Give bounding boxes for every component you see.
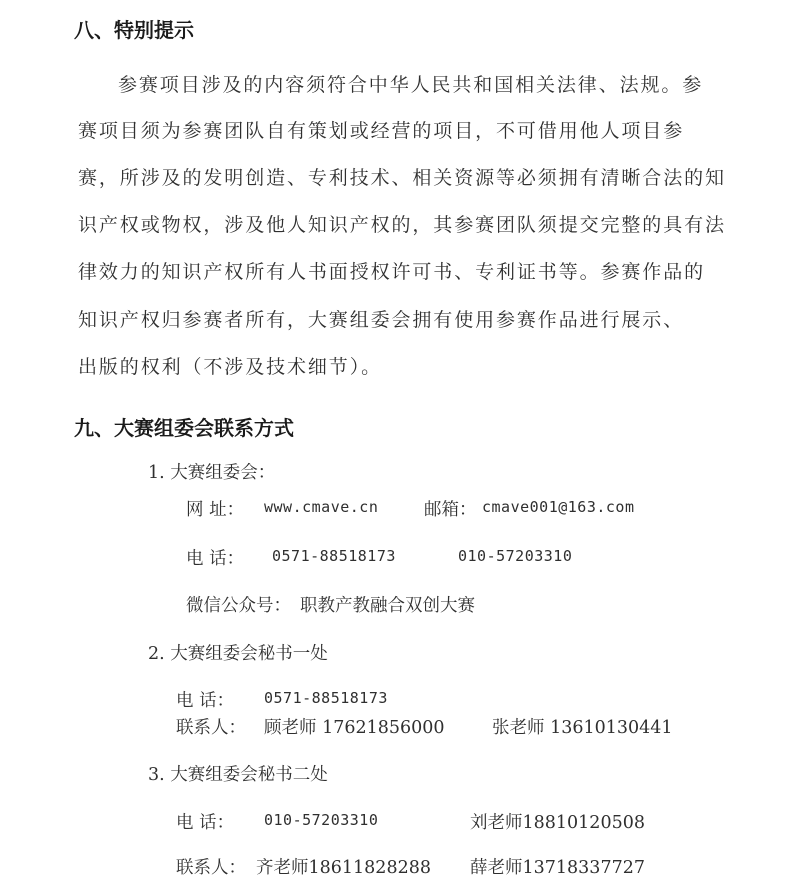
phone-label: 电 话： [176, 813, 235, 833]
contact-label: 联系人： [176, 858, 246, 878]
paragraph-line: 识产权或物权，涉及他人知识产权的，其参赛团队须提交完整的具有法 [78, 214, 726, 236]
paragraph-line: 赛项目须为参赛团队自有策划或经营的项目，不可借用他人项目参 [78, 120, 685, 142]
paragraph-line: 出版的权利（不涉及技术细节）。 [78, 356, 383, 378]
email-link[interactable]: cmave001@163.com [482, 498, 635, 516]
paragraph-line: 参赛项目涉及的内容须符合中华人民共和国相关法律、法规。参 [118, 74, 704, 96]
phone-number: 010-57203310 [264, 811, 379, 829]
wechat-account: 职教产教融合双创大赛 [300, 596, 475, 616]
contact-label: 联系人： [176, 718, 246, 738]
wechat-label: 微信公众号： [186, 596, 291, 616]
email-label: 邮箱： [424, 500, 477, 520]
contact-person: 齐老师18611828288 [256, 858, 431, 878]
contact-person: 顾老师 17621856000 [264, 718, 445, 738]
paragraph-line: 律效力的知识产权所有人书面授权许可书、专利证书等。参赛作品的 [78, 261, 706, 283]
office-2-title: 3. 大赛组委会秘书二处 [148, 765, 328, 785]
phone-number: 0571-88518173 [272, 547, 396, 565]
section-9-heading: 九、大赛组委会联系方式 [74, 416, 294, 440]
paragraph-line: 知识产权归参赛者所有，大赛组委会拥有使用参赛作品进行展示、 [78, 309, 685, 331]
phone-label: 电 话： [186, 549, 245, 569]
phone-number: 010-57203310 [458, 547, 573, 565]
section-8-heading: 八、特别提示 [74, 18, 194, 42]
contact-person: 薛老师13718337727 [470, 858, 645, 878]
contact-person: 刘老师18810120508 [470, 813, 645, 833]
website-label: 网 址： [186, 500, 245, 520]
committee-title: 1. 大赛组委会： [148, 463, 276, 483]
phone-label: 电 话： [176, 691, 235, 711]
paragraph-line: 赛，所涉及的发明创造、专利技术、相关资源等必须拥有清晰合法的知 [78, 167, 726, 189]
website-link[interactable]: www.cmave.cn [264, 498, 379, 516]
office-1-title: 2. 大赛组委会秘书一处 [148, 644, 328, 664]
phone-number: 0571-88518173 [264, 689, 388, 707]
contact-person: 张老师 13610130441 [492, 718, 673, 738]
